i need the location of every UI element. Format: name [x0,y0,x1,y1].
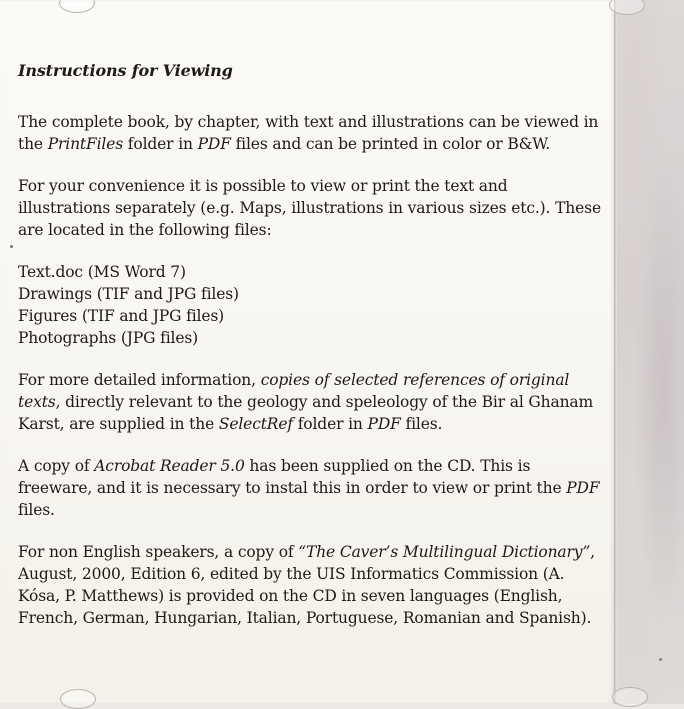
paragraph-multilingual-dictionary [18,541,603,629]
pdf-term: PDF [197,135,231,153]
dictionary-title: “The Caver’s Multilingual Dictionary” [298,543,591,561]
text-run: , August, 2000, Edition 6, edited by the UIS Informatics Commission (A. Kósa, P. Matthews) is provided on the CD in seven languages (English, French, German, Hungarian, Italian, Portuguese, Romanian and Spanish). [18,543,595,627]
text-run: folder in [292,415,368,433]
acrobat-reader-version: Acrobat Reader 5.0 [94,457,245,475]
cd-case-edge [614,0,684,704]
speck [659,658,662,661]
pdf-term: PDF [566,479,600,497]
file-list-item: Text.doc (MS Word 7) [18,263,186,281]
text-run: has been supplied on the CD. This is freeware, and it is necessary to instal this in order to view or print the [18,457,567,497]
text-run: files. [18,501,55,519]
case-hinge-bottom-right [612,687,648,707]
file-list-item: Photographs (JPG files) [18,329,199,347]
document-title: Instructions for Viewing [18,61,233,80]
case-hinge-bottom-left [60,689,96,709]
text-run: A copy of [18,457,95,475]
file-list-item: Drawings (TIF and JPG files) [18,285,239,303]
paragraph-line: For your convenience it is possible to view or print the text and illustrations separately (e.g. Maps, illustrations in various sizes etc.). These are located in the following files: [18,177,601,239]
selected-references-phrase: copies of selected references of original texts [18,371,570,411]
folder-name-printfiles: PrintFiles [47,135,124,153]
folder-name-selectref: SelectRef [218,415,293,433]
text-run: files. [400,415,443,433]
paragraph-selected-references [18,369,603,435]
case-hinge-top-left [59,0,95,13]
pdf-term: PDF [367,415,401,433]
text-run: For more detailed information, [18,371,261,389]
paragraph-print-files [18,111,603,155]
file-list-item: Figures (TIF and JPG files) [18,307,225,325]
text-run: , directly relevant to the geology and speleology of the Bir al Ghanam Karst, are supplied in the [18,393,594,433]
speck [10,245,13,248]
text-run: files and can be printed in color or B&W. [230,135,551,153]
instructions-content [18,60,603,649]
paragraph-separate-files [18,175,603,241]
text-run: For non English speakers, a copy of [18,543,299,561]
paragraph-acrobat-reader [18,455,603,521]
text-run: folder in [123,135,198,153]
text-run: The complete book, by chapter, with text and illustrations can be viewed in the [18,113,599,153]
